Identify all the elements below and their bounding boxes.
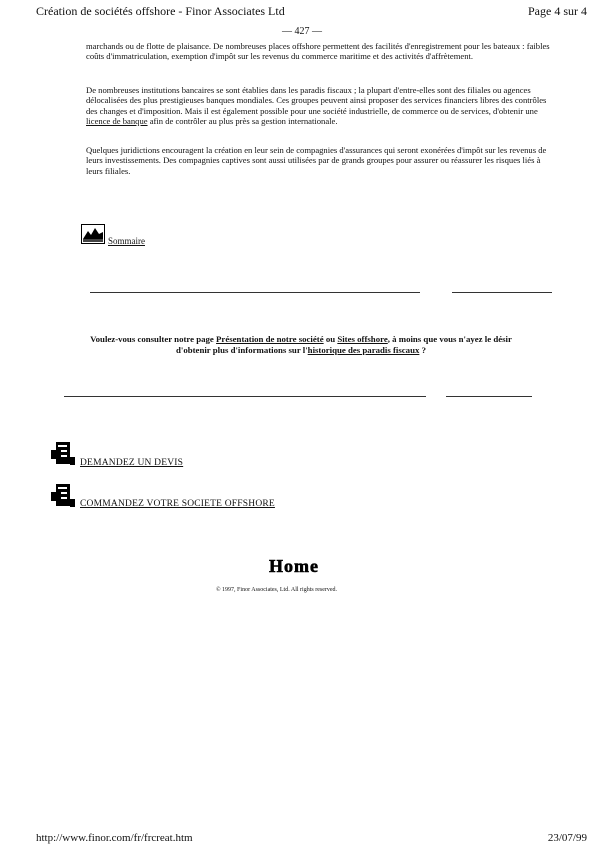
banking-licence-link[interactable]: licence de banque xyxy=(86,116,148,127)
request-quote-link[interactable]: DEMANDEZ UN DEVIS xyxy=(80,458,184,468)
presentation-link[interactable]: Présentation de notre société xyxy=(216,334,324,344)
page-indicator: Page 4 sur 4 xyxy=(528,4,587,18)
sommaire-icon[interactable] xyxy=(81,224,105,244)
historique-link[interactable]: historique des paradis fiscaux xyxy=(307,345,420,355)
question-text-4: ? xyxy=(419,345,426,355)
paragraph-banking xyxy=(86,85,558,127)
paragraph-insurance: Quelques juridictions encouragent la création en leur sein de compagnies d'assurances qui seront exonérées d'impôt sur les revenus de leurs investissements. Des compagnies captives sont aussi utilisées par de grands groupes pour assurer ou réassurer les risques liés à leurs filiales. xyxy=(86,145,547,176)
order-company-link[interactable]: COMMANDEZ VOTRE SOCIETE OFFSHORE xyxy=(80,499,275,509)
divider-bottom-left xyxy=(64,396,426,397)
document-icon[interactable] xyxy=(50,441,76,467)
divider-top-right xyxy=(452,292,552,293)
sites-offshore-link[interactable]: Sites offshore xyxy=(337,334,388,344)
divider-top-left xyxy=(90,292,420,293)
paragraph-banking-text-a: De nombreuses institutions bancaires se sont établies dans les paradis fiscaux ; la plupart d'entre-elles sont des filiales ou agences délocalisées des plus prestigieuses banques mondiales. Ces groupes peuvent ainsi proposer des services financiers libres des contrôles des changes et d'imposition. Mais il est également possible pour une société industrielle, de commerce ou de services, d'obtenir une xyxy=(86,85,547,116)
navigation-question xyxy=(86,334,516,356)
divider-bottom-right xyxy=(446,396,532,397)
home-button[interactable] xyxy=(262,557,326,575)
question-text-2: ou xyxy=(323,334,338,344)
document-icon[interactable] xyxy=(50,483,76,509)
paragraph-banking-text-b: afin de contrôler au plus près sa gestion internationale. xyxy=(147,116,338,127)
print-date: 23/07/99 xyxy=(547,832,587,844)
copyright-notice: © 1997, Finor Associates, Ltd. All rights reserved. xyxy=(216,587,338,593)
question-text-3: , à moins que vous n'ayez le désir d'obtenir plus d'informations sur l' xyxy=(176,334,512,355)
source-url: http://www.finor.com/fr/frcreat.htm xyxy=(36,832,193,844)
document-title: Création de sociétés offshore - Finor Associates Ltd xyxy=(36,4,285,18)
paragraph-shipping: marchands ou de flotte de plaisance. De nombreuses places offshore permettent des facilités d'enregistrement pour les bateaux : faibles coûts d'immatriculation, exemption d'impôt sur les revenus du commerce maritime et des activités d'affrètement. xyxy=(86,41,550,62)
sommaire-link[interactable]: Sommaire xyxy=(108,236,145,246)
page-number: — 427 — xyxy=(282,26,322,37)
home-label: Home xyxy=(269,557,319,575)
question-text-1: Voulez-vous consulter notre page xyxy=(90,334,217,344)
